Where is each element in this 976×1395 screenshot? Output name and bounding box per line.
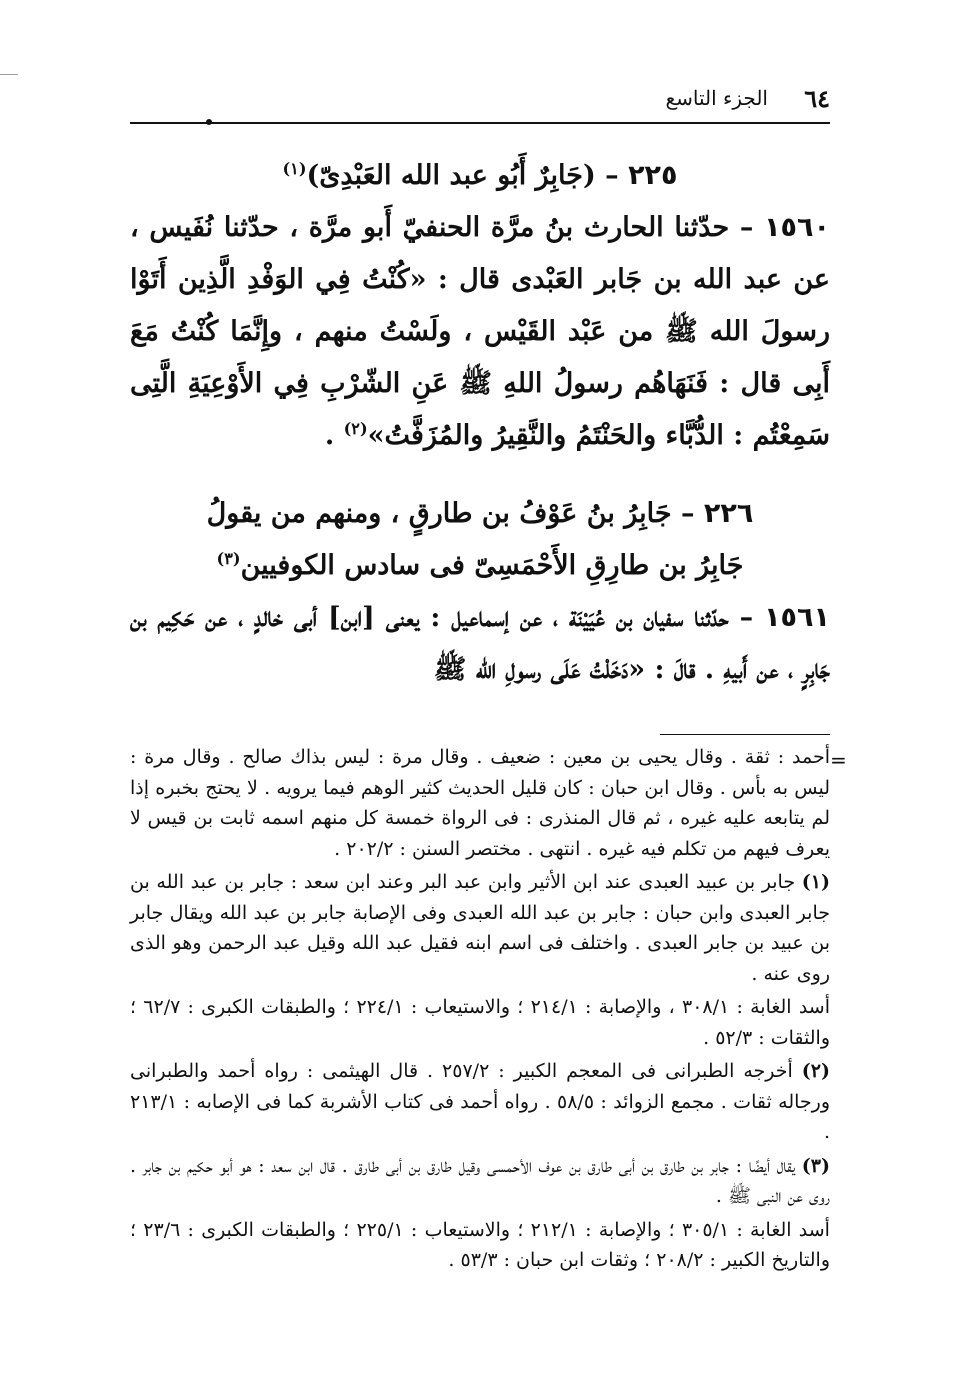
footnote-ref: (٢) — [343, 419, 368, 438]
footnote-text: يقال أيضًا : جابر بن طارق بن أبى طارق بن عوف الأحمسى وقيل طارق بن أبى طارق . قال ابن سعد : هو أبو حكيم بن جابر . روى عن النبى ﷺ . — [130, 1154, 830, 1207]
footnote-2 — [130, 1056, 830, 1148]
footnote-separator — [660, 734, 830, 735]
end-mark: . — [324, 420, 335, 451]
footnote-number: (٣) — [801, 1154, 831, 1177]
entry-title-line1: جَابِرُ بنُ عَوْفُ بن طارقٍ ، ومنهم من يقولُ — [206, 498, 672, 529]
hadith-text: حدّثنا الحارث بنُ مرَّة الحنفيّ أَبو مرَّة ، حدّثنا نُفَيس ، عن عبد الله بن جَابر العَبْدى قال : «كُنْتُ فِي الوَفْدِ الَّذِين أَتَوْا رسولَ الله ﷺ من عَبْد القَيْس ، ولَسْتُ منهم ، وإِنَّمَا كُنْتُ مَعَ أَبِى قال : فَنَهَاهُم رسولُ اللهِ ﷺ عَنِ الشّرْبِ فِي الأَوْعِيَةِ الَّتِى سَمِعْتُم : الدُّبَّاء والحَنْتَمُ والنَّقِيرُ والمُزَفَّتُ» — [130, 212, 830, 451]
running-title: الجزء التاسع — [665, 86, 768, 110]
dash: – — [681, 498, 695, 529]
page-number: ٦٤ — [804, 84, 830, 113]
entry-225-heading — [130, 150, 830, 202]
scan-edge-mark — [0, 74, 18, 75]
footnote-3 — [130, 1151, 830, 1212]
hadith-1561 — [130, 592, 830, 696]
entry-title: (جَابِرٌ أَبُو عبد الله العَبْدِىّ) — [306, 160, 596, 191]
hadith-text: حدّثنا سفيان بن عُيَيْنَة ، عن إسماعيل : يعنى [ابن] أبى خالدٍ ، عن حَكِيم بن جَابِرٍ ، عن أَبيهِ . قالَ : «دَخَلْتُ عَلَى رسولِ الله ﷺ — [130, 602, 830, 685]
footnote-number: (١) — [801, 871, 830, 893]
footnote-1-references: أسد الغابة : ٣٠٨/١ ، والإصابة : ٢١٤/١ ؛ والاستيعاب : ٢٢٤/١ ؛ والطبقات الكبرى : ٦٢/٧ ؛ والثقات : ٥٢/٣ . — [130, 996, 830, 1049]
footnote-ref: (١) — [282, 159, 307, 178]
entry-number: ٢٢٥ — [628, 160, 678, 191]
footnotes — [130, 742, 830, 1279]
footnote-number: (٢) — [801, 1060, 830, 1082]
entry-226-heading-line2 — [130, 540, 830, 592]
running-header — [130, 80, 830, 120]
spacer — [130, 462, 830, 488]
hadith-number: ١٥٦١ — [764, 602, 830, 633]
dash: – — [739, 212, 754, 243]
dash: – — [739, 602, 754, 633]
footnote-1 — [130, 867, 830, 989]
entry-title-line2: جَابِرُ بن طارِقِ الأَحْمَسِىّ فى سادس الكوفيين — [240, 550, 744, 581]
entry-number: ٢٢٦ — [703, 498, 754, 529]
header-rule-dot — [206, 119, 212, 125]
entry-226-heading-line1 — [130, 488, 830, 540]
footnote-continuation: أحمد : ثقة . وقال يحيى بن معين : ضعيف . وقال مرة : ليس بذاك صالح . وقال مرة : ليس به بأس . وقال ابن حبان : كان قليل الحديث كثير الوهم فيما يرويه . لا يحتج بخبره إذا لم يتابعه عليه غيره ، ثم قال المنذرى : فى الرواة خمسة كل منهم اسمه ثابت بن قيس لا يعرف فيهم من تكلم فيه غيره . انتهى . مختصر السنن : ٢٠٢/٢ . — [130, 746, 830, 860]
header-rule — [130, 122, 830, 124]
continuation-mark: = — [830, 748, 847, 772]
footnote-ref: (٣) — [216, 549, 241, 568]
footnote-text: أخرجه الطبرانى فى المعجم الكبير : ٢٥٧/٢ . قال الهيثمى : رواه أحمد والطبرانى ورجاله ثقات . مجمع الزوائد : ٥٨/٥ . رواه أحمد فى كتاب الأشربة كما فى الإصابه : ٢١٣/١ . — [130, 1060, 830, 1143]
hadith-1560 — [130, 202, 830, 462]
dash: – — [605, 160, 619, 191]
footnote-3-references: أسد الغابة : ٣٠٥/١ ؛ والإصابة : ٢١٢/١ ؛ والاستيعاب : ٢٢٥/١ ؛ والطبقات الكبرى : ٢٣/٦ ؛ والتاريخ الكبير : ٢٠٨/٢ ؛ وثقات ابن حبان : ٥٣/٣ . — [130, 1218, 830, 1271]
hadith-number: ١٥٦٠ — [764, 212, 830, 243]
footnote-text: جابر بن عبيد العبدى عند ابن الأثير وابن عبد البر وعند ابن سعد : جابر بن عبد الله بن جابر العبدى وابن حبان : جابر بن عبد الله العبدى وفى الإصابة جابر بن عبد الله ويقال جابر بن عبيد بن جابر العبدى . واختلف فى اسم ابنه فقيل عبد الله وقيل عبد الرحمن وهو الذى روى عنه . — [130, 871, 830, 985]
main-text — [130, 150, 830, 696]
